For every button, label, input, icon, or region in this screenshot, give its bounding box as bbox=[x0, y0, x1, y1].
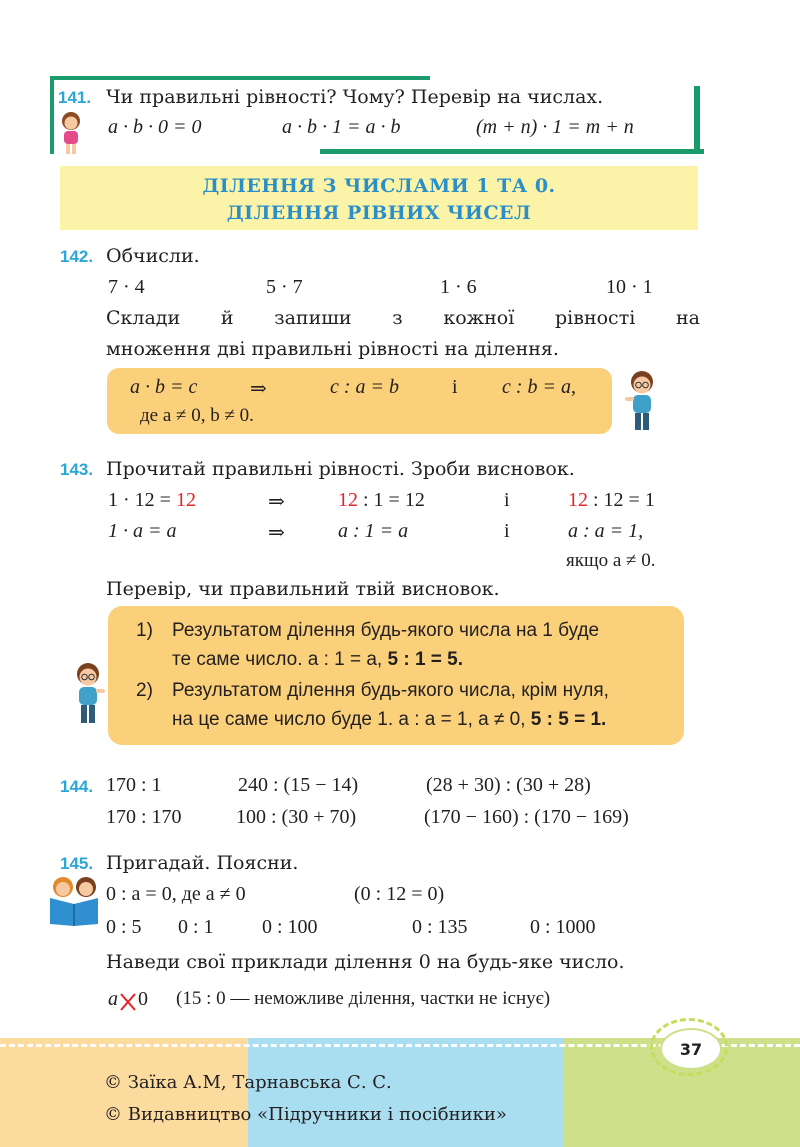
ex141-number: 141. bbox=[58, 88, 92, 107]
ex141-frame-right bbox=[694, 86, 700, 152]
ex145-item: 0 : 100 bbox=[262, 916, 318, 938]
ex145-last-b: 0 bbox=[138, 988, 148, 1010]
arrow-icon: ⇒ bbox=[268, 522, 285, 544]
ex142-text: Обчисли. bbox=[106, 245, 200, 267]
rule2-line2: на це саме число буде 1. a : a = 1, a ≠ 0, 5 : 5 = 1. bbox=[172, 709, 607, 730]
ex143-r2-b: a : 1 = a bbox=[338, 520, 409, 542]
ex145-number: 145. bbox=[60, 854, 94, 873]
ex143-and: і bbox=[504, 520, 510, 542]
ex142-item: 10 · 1 bbox=[606, 276, 653, 298]
ex142-rule-and: і bbox=[452, 376, 458, 398]
page-number: 37 bbox=[660, 1028, 722, 1070]
ex143-number: 143. bbox=[60, 460, 94, 479]
rule1-number: 1) bbox=[136, 620, 153, 641]
ex145-item: 0 : 5 bbox=[106, 916, 142, 938]
rule2-number: 2) bbox=[136, 680, 153, 701]
ex141-text: Чи правильні рівності? Чому? Перевір на числах. bbox=[106, 86, 604, 108]
section-heading-line2: ДІЛЕННЯ РІВНИХ ЧИСЕЛ bbox=[226, 202, 532, 224]
rule1-line1: Результатом ділення будь-якого числа на 1 буде bbox=[172, 620, 600, 641]
ex142-rule-left: a · b = c bbox=[130, 376, 198, 398]
ex143-r2-c: a : a = 1, bbox=[568, 520, 644, 542]
rule2-line1: Результатом ділення будь-якого числа, крім нуля, bbox=[172, 680, 609, 701]
ex144-item: 240 : (15 − 14) bbox=[238, 774, 359, 796]
ex141-frame-top bbox=[50, 76, 430, 80]
ex144-item: 170 : 170 bbox=[106, 806, 182, 828]
word: запиши bbox=[274, 307, 352, 329]
arrow-icon: ⇒ bbox=[250, 378, 267, 400]
ex142-item: 7 · 4 bbox=[108, 276, 145, 298]
ex142-rule-mid: c : a = b bbox=[330, 376, 400, 398]
ex143-r1-a: 1 · 12 = 12 bbox=[108, 489, 196, 511]
ex144-item: (170 − 160) : (170 − 169) bbox=[424, 806, 629, 828]
ex142-rule-condition: де a ≠ 0, b ≠ 0. bbox=[140, 405, 254, 426]
ex143-text: Прочитай правильні рівності. Зроби висновок. bbox=[106, 458, 575, 480]
ex142-item: 5 · 7 bbox=[266, 276, 303, 298]
ex145-task: Наведи свої приклади ділення 0 на будь-яке число. bbox=[106, 951, 625, 973]
copyright-publisher: © Видавництво «Підручники і посібники» bbox=[104, 1104, 507, 1125]
ex141-eq2: a · b · 1 = a · b bbox=[282, 116, 401, 138]
ex142-rule-right: c : b = a, bbox=[502, 376, 577, 398]
word: Склади bbox=[106, 307, 181, 329]
ex145-last-a: a bbox=[108, 988, 118, 1010]
ex141-frame-left bbox=[50, 76, 54, 154]
cross-division-icon bbox=[118, 991, 138, 1013]
ex142-number: 142. bbox=[60, 247, 94, 266]
word: й bbox=[220, 307, 234, 329]
ex141-eq3: (m + n) · 1 = m + n bbox=[476, 116, 634, 138]
arrow-icon: ⇒ bbox=[268, 491, 285, 513]
ex143-r2-a: 1 · a = a bbox=[108, 520, 177, 542]
ex145-item: 0 : 135 bbox=[412, 916, 468, 938]
ex143-r1-b: 12 : 1 = 12 bbox=[338, 489, 425, 511]
ex143-and: і bbox=[504, 489, 510, 511]
copyright-authors: © Заїка А.М, Тарнавська С. С. bbox=[104, 1072, 392, 1093]
section-heading-line1: ДІЛЕННЯ З ЧИСЛАМИ 1 ТА 0. bbox=[202, 175, 556, 197]
ex145-last-rest: (15 : 0 — неможливе ділення, частки не існує) bbox=[176, 988, 551, 1009]
ex144-number: 144. bbox=[60, 777, 94, 796]
word: з bbox=[392, 307, 403, 329]
ex144-item: 100 : (30 + 70) bbox=[236, 806, 357, 828]
ex143-check: Перевір, чи правильний твій висновок. bbox=[106, 578, 500, 600]
ex141-frame-bottom bbox=[320, 149, 704, 154]
ex145-text: Пригадай. Поясни. bbox=[106, 852, 299, 874]
boy-icon bbox=[624, 368, 660, 434]
ex142-task-line1 bbox=[106, 307, 700, 329]
word: кожної bbox=[443, 307, 515, 329]
ex143-r2-condition: якщо a ≠ 0. bbox=[566, 550, 656, 571]
ex141-eq1: a · b · 0 = 0 bbox=[108, 116, 202, 138]
kids-reading-icon bbox=[46, 876, 104, 926]
ex145-item: 0 : 1 bbox=[178, 916, 214, 938]
ex145-line1a: 0 : a = 0, де a ≠ 0 bbox=[106, 883, 246, 905]
ex142-item: 1 · 6 bbox=[440, 276, 477, 298]
word: рівності bbox=[555, 307, 636, 329]
ex142-task-line2: множення дві правильні рівності на ділення. bbox=[106, 338, 559, 360]
ex145-item: 0 : 1000 bbox=[530, 916, 596, 938]
girl-icon bbox=[58, 110, 84, 158]
ex144-item: (28 + 30) : (30 + 28) bbox=[426, 774, 591, 796]
rule1-line2: те саме число. a : 1 = a, 5 : 1 = 5. bbox=[172, 649, 464, 670]
boy-icon bbox=[70, 660, 106, 728]
ex143-r1-c: 12 : 12 = 1 bbox=[568, 489, 655, 511]
ex145-line1b: (0 : 12 = 0) bbox=[354, 883, 445, 905]
word: на bbox=[675, 307, 700, 329]
ex144-item: 170 : 1 bbox=[106, 774, 162, 796]
